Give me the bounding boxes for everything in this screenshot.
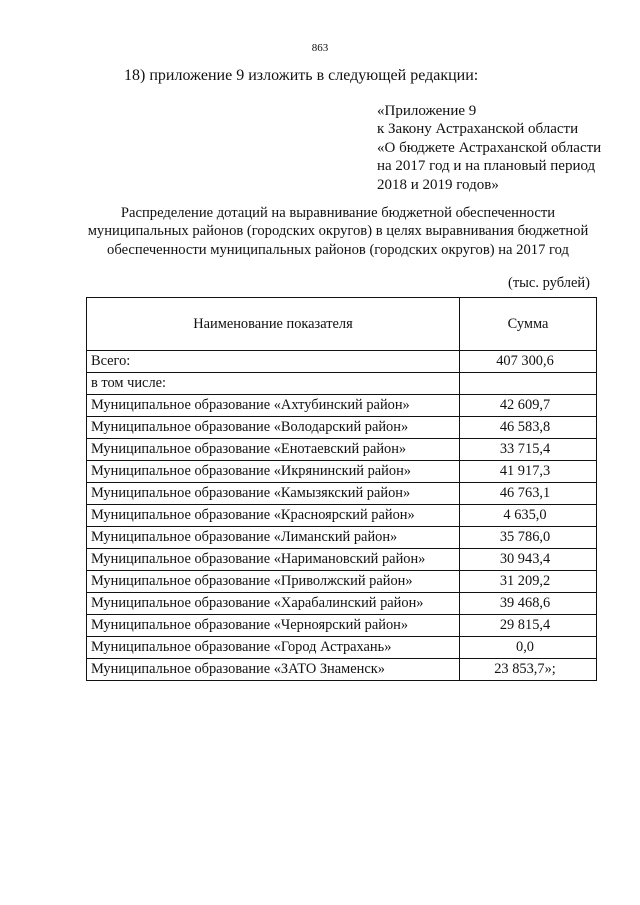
row-sum: 46 583,8	[460, 417, 597, 439]
appendix-reference-line: «О бюджете Астраханской области	[377, 139, 602, 156]
document-title-line: Распределение дотаций на выравнивание бюджетной обеспеченности	[120, 205, 556, 221]
column-header-sum: Сумма	[460, 298, 597, 351]
row-name: Муниципальное образование «Икрянинский район»	[87, 461, 460, 483]
appendix-reference-line: 2018 и 2019 годов»	[377, 176, 499, 193]
table-row	[87, 483, 597, 505]
table-row	[87, 395, 597, 417]
column-header-name: Наименование показателя	[87, 298, 460, 351]
amendment-line: 18) приложение 9 изложить в следующей редакции:	[124, 67, 479, 84]
row-sum: 29 815,4	[460, 615, 597, 637]
table-row	[87, 527, 597, 549]
document-title-line: муниципальных районов (городских округов) в целях выравнивания бюджетной	[87, 223, 589, 240]
row-sum: 4 635,0	[460, 505, 597, 527]
units-label: (тыс. рублей)	[508, 275, 590, 291]
row-name: Всего:	[87, 351, 460, 373]
row-sum: 0,0	[460, 637, 597, 659]
row-name: Муниципальное образование «Наримановский район»	[87, 549, 460, 571]
row-name: Муниципальное образование «Приволжский район»	[87, 571, 460, 593]
table-row	[87, 351, 597, 373]
row-sum: 30 943,4	[460, 549, 597, 571]
row-sum	[460, 373, 597, 395]
subsidy-table	[86, 297, 597, 681]
table-row	[87, 637, 597, 659]
row-name: Муниципальное образование «Черноярский район»	[87, 615, 460, 637]
row-sum: 33 715,4	[460, 439, 597, 461]
appendix-reference-line: на 2017 год и на плановый период	[377, 158, 596, 175]
row-sum: 35 786,0	[460, 527, 597, 549]
row-name: Муниципальное образование «Володарский район»	[87, 417, 460, 439]
table-row	[87, 593, 597, 615]
table-row	[87, 461, 597, 483]
row-sum: 42 609,7	[460, 395, 597, 417]
row-sum: 23 853,7»;	[460, 659, 597, 681]
table-row	[87, 549, 597, 571]
row-name: Муниципальное образование «Енотаевский район»	[87, 439, 460, 461]
row-sum: 407 300,6	[460, 351, 597, 373]
appendix-reference-line: к Закону Астраханской области	[377, 121, 579, 138]
row-name: Муниципальное образование «ЗАТО Знаменск»	[87, 659, 460, 681]
document-title-line: обеспеченности муниципальных районов (городских округов) на 2017 год	[107, 241, 569, 258]
row-name: Муниципальное образование «Ахтубинский район»	[87, 395, 460, 417]
table-row	[87, 373, 597, 395]
table-header-row	[87, 298, 597, 351]
row-name: Муниципальное образование «Камызякский район»	[87, 483, 460, 505]
row-name: Муниципальное образование «Лиманский район»	[87, 527, 460, 549]
row-sum: 41 917,3	[460, 461, 597, 483]
row-name: Муниципальное образование «Город Астрахань»	[87, 637, 460, 659]
document-title	[78, 204, 598, 259]
table-row	[87, 505, 597, 527]
table-row	[87, 571, 597, 593]
row-sum: 31 209,2	[460, 571, 597, 593]
page-number: 863	[311, 42, 329, 54]
table-row	[87, 439, 597, 461]
table-row	[87, 417, 597, 439]
appendix-reference	[377, 102, 601, 194]
row-sum: 46 763,1	[460, 483, 597, 505]
table-row	[87, 659, 597, 681]
appendix-reference-line: «Приложение 9	[377, 103, 477, 119]
table-row	[87, 615, 597, 637]
row-name: в том числе:	[87, 373, 460, 395]
row-name: Муниципальное образование «Харабалинский район»	[87, 593, 460, 615]
row-name: Муниципальное образование «Красноярский район»	[87, 505, 460, 527]
row-sum: 39 468,6	[460, 593, 597, 615]
